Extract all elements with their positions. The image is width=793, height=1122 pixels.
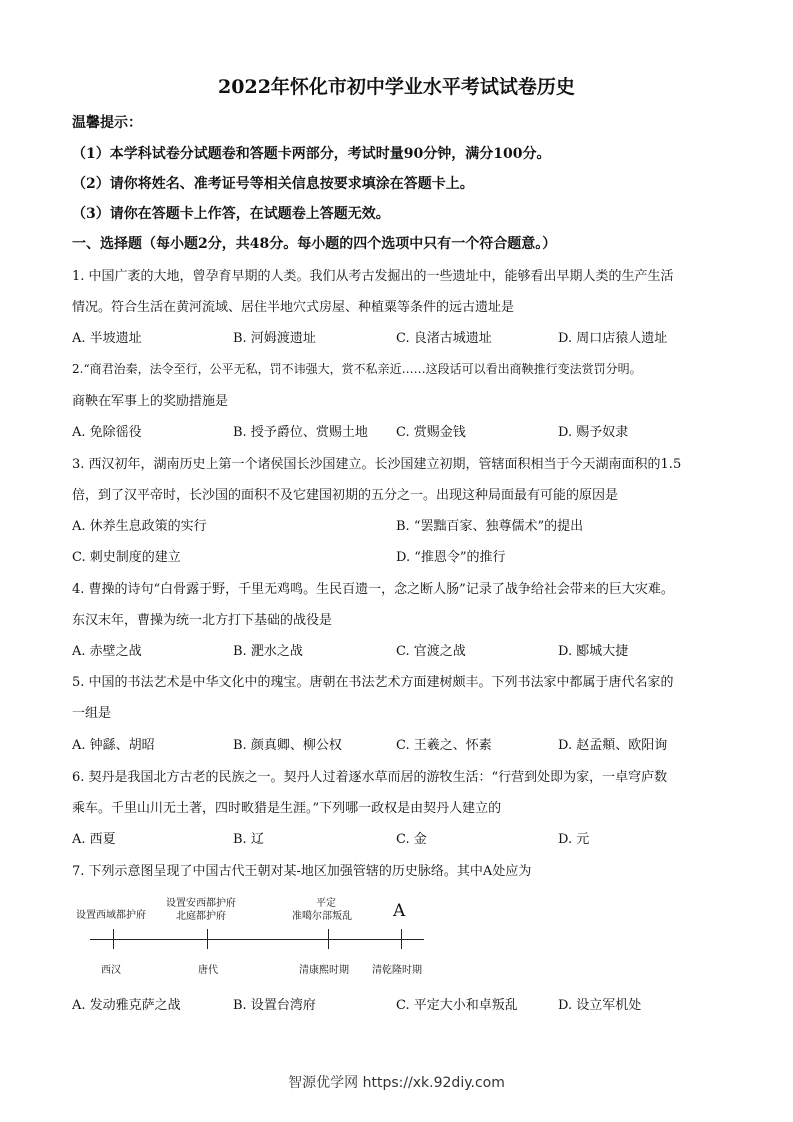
question-3-option-d: D. “推恩令”的推行 [396,550,506,565]
question-4-option-a: A. 赤壁之战 [72,644,142,659]
question-7-line-1: 7. 下列示意图呈现了中国古代王朝对某-地区加强管辖的历史脉络。其中A处应为 [72,864,532,879]
timeline-tick-1 [113,929,114,949]
question-6-option-c: C. 金 [396,832,427,847]
timeline-event-4-label: A [393,901,406,921]
section-heading: 一、选择题（每小题2分，共48分。每小题的四个选项中只有一个符合题意。） [72,236,557,252]
timeline-tick-2 [207,929,208,949]
question-3-option-c: C. 刺史制度的建立 [72,550,181,565]
question-4-option-c: C. 官渡之战 [396,644,466,659]
timeline-period-1: 西汉 [101,965,121,976]
question-2-line-1: 2.“商君治秦，法令至行，公平无私，罚不讳强大，赏不私亲近……这段话可以看出商鞅推行变法赏罚分明。 [72,362,642,376]
question-1-option-c: C. 良渚古城遗址 [396,331,492,346]
timeline-event-2-label-line-1: 设置安西都护府 [166,898,236,909]
question-6-option-a: A. 西夏 [72,832,116,847]
question-4-option-b: B. 淝水之战 [233,644,303,659]
question-1-line-2: 情况。符合生活在黄河流域、居住半地穴式房屋、种植粟等条件的远古遗址是 [72,300,515,315]
notice-heading: 温馨提示： [72,115,142,131]
question-1-option-d: D. 周口店猿人遗址 [558,331,668,346]
question-7-option-b: B. 设置台湾府 [233,998,316,1013]
question-2-line-2: 商鞅在军事上的奖励措施是 [72,394,229,409]
question-2-option-a: A. 免除徭役 [72,425,142,440]
question-4-option-d: D. 郾城大捷 [558,644,629,659]
timeline-period-3: 清康熙时期 [299,965,349,976]
question-1-option-a: A. 半坡遗址 [72,331,142,346]
timeline-event-1-label: 设置西域都护府 [76,910,146,921]
question-2-option-b: B. 授予爵位、赏赐土地 [233,425,368,440]
question-6-option-d: D. 元 [558,832,590,847]
question-5-option-b: B. 颜真卿、柳公权 [233,738,342,753]
question-5-line-1: 5. 中国的书法艺术是中华文化中的瑰宝。唐朝在书法艺术方面建树颇丰。下列书法家中都属于唐代名家的 [72,675,674,690]
timeline-event-2-label-line-2: 北庭都护府 [176,911,226,922]
timeline-axis [90,939,424,940]
question-4-line-1: 4. 曹操的诗句“白骨露于野，千里无鸡鸣。生民百遗一，念之断人肠”记录了战争给社会带来的巨大灾难。 [72,582,674,597]
question-3-option-a: A. 休养生息政策的实行 [72,519,207,534]
question-4-line-2: 东汉末年，曹操为统一北方打下基础的战役是 [72,613,333,628]
notice-item-2: （2）请你将姓名、准考证号等相关信息按要求填涂在答题卡上。 [72,176,474,192]
timeline-tick-4 [401,929,402,949]
question-5-option-c: C. 王羲之、怀素 [396,738,492,753]
question-1-option-b: B. 河姆渡遗址 [233,331,316,346]
question-2-option-c: C. 赏赐金钱 [396,425,466,440]
question-6-line-1: 6. 契丹是我国北方古老的民族之一。契丹人过着逐水草而居的游牧生活：“行营到处即为家，一卓穹庐数 [72,770,668,785]
timeline-period-2: 唐代 [198,965,218,976]
notice-item-1: （1）本学科试卷分试题卷和答题卡两部分，考试时量90分钟，满分100分。 [72,146,551,162]
question-6-line-2: 乘车。千里山川无土著，四时畋猎是生涯。”下列哪一政权是由契丹人建立的 [72,801,502,816]
question-3-option-b: B. “罢黜百家、独尊儒术”的提出 [396,519,584,534]
question-5-option-a: A. 钟繇、胡昭 [72,738,155,753]
question-1-line-1: 1. 中国广袤的大地，曾孕育早期的人类。我们从考古发掘出的一些遗址中，能够看出早期人类的生产生活 [72,269,674,284]
question-7-option-d: D. 设立军机处 [558,998,642,1013]
footer-watermark: 智源优学网 https://xk.92diy.com [288,1075,505,1091]
timeline-period-4: 清乾隆时期 [372,965,422,976]
question-3-line-2: 倍，到了汉平帝时，长沙国的面积不及它建国初期的五分之一。出现这种局面最有可能的原因是 [72,488,619,503]
timeline-event-3-label-line-2: 准噶尔部叛乱 [292,911,352,922]
page-title: 2022年怀化市初中学业水平考试试卷历史 [218,76,575,98]
question-5-line-2: 一组是 [72,706,112,721]
question-3-line-1: 3. 西汉初年，湖南历史上第一个诸侯国长沙国建立。长沙国建立初期，管辖面积相当于今天湖南面积的1.5 [72,457,682,472]
timeline-tick-3 [328,929,329,949]
question-2-option-d: D. 赐予奴隶 [558,425,629,440]
notice-item-3: （3）请你在答题卡上作答，在试题卷上答题无效。 [72,206,390,222]
question-5-option-d: D. 赵孟頫、欧阳询 [558,738,668,753]
timeline-event-3-label-line-1: 平定 [316,898,336,909]
question-7-option-c: C. 平定大小和卓叛乱 [396,998,518,1013]
question-7-option-a: A. 发动雅克萨之战 [72,998,181,1013]
question-6-option-b: B. 辽 [233,832,264,847]
